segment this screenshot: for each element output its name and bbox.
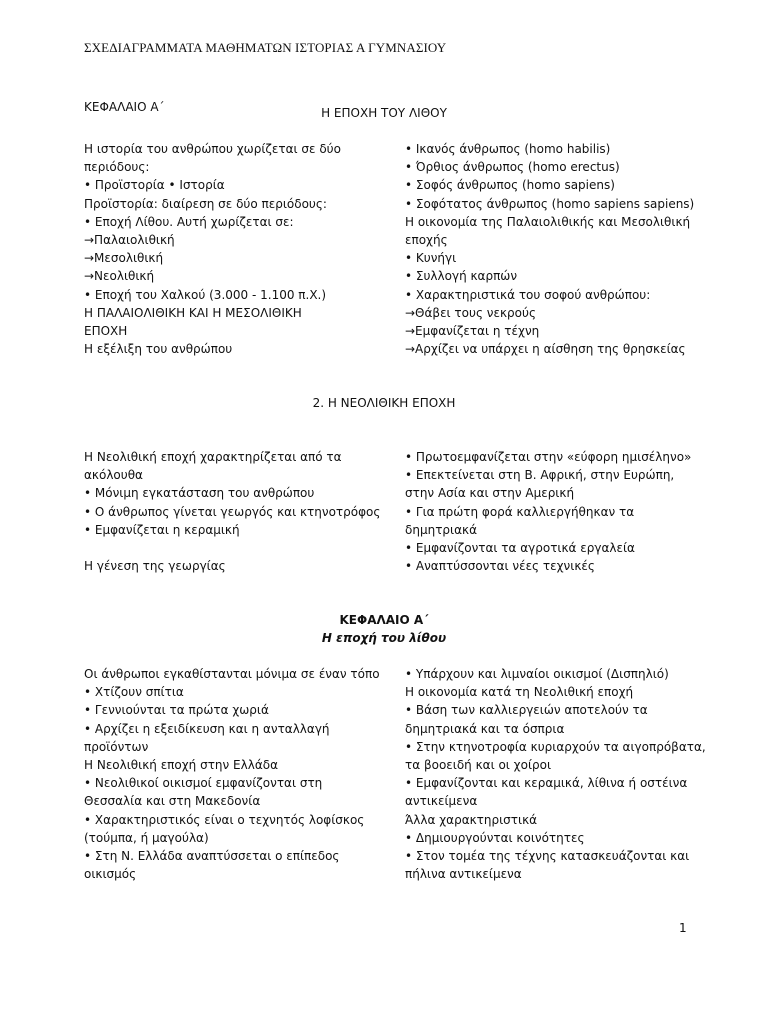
section-title-stone-age-italic: Η εποχή του λίθου bbox=[321, 631, 447, 645]
text-line: αντικείμενα bbox=[405, 794, 478, 809]
text-line: περιόδους: bbox=[84, 160, 150, 175]
text-line: • Σοφός άνθρωπος (homo sapiens) bbox=[405, 178, 615, 193]
text-line: • Αρχίζει η εξειδίκευση και η ανταλλαγή bbox=[84, 721, 330, 736]
text-line: (τούμπα, ή μαγούλα) bbox=[84, 830, 209, 845]
text-line: • Για πρώτη φορά καλλιεργήθηκαν τα bbox=[405, 504, 635, 519]
text-line: • Συλλογή καρπών bbox=[405, 269, 518, 284]
text-line: στην Ασία και στην Αμερική bbox=[405, 486, 575, 501]
text-line: ακόλουθα bbox=[84, 468, 143, 483]
text-line: →Θάβει τους νεκρούς bbox=[405, 305, 537, 320]
text-line: Η Νεολιθική εποχή χαρακτηρίζεται από τα bbox=[84, 450, 342, 464]
text-line: • Σοφότατος άνθρωπος (homo sapiens sapiens) bbox=[405, 196, 695, 211]
text-line: • Βάση των καλλιεργειών αποτελούν τα bbox=[405, 703, 648, 718]
text-line: • Στη Ν. Ελλάδα αναπτύσσεται ο επίπεδος bbox=[84, 849, 340, 864]
text-line: τα βοοειδή και οι χοίροι bbox=[405, 758, 552, 773]
text-line: • Χαρακτηριστικός είναι ο τεχνητός λοφίσκος bbox=[84, 812, 365, 827]
text-line: →Μεσολιθική bbox=[84, 251, 164, 266]
text-line: Η Νεολιθική εποχή στην Ελλάδα bbox=[84, 758, 279, 773]
chapter-label: ΚΕΦΑΛΑΙΟ Α΄ bbox=[84, 100, 165, 114]
text-line: • Εμφανίζονται τα αγροτικά εργαλεία bbox=[405, 541, 635, 556]
text-line: • Υπάρχουν και λιμναίοι οικισμοί (Δισπηλιό) bbox=[405, 667, 669, 681]
page-number: 1 bbox=[679, 921, 687, 935]
text-line: →Νεολιθική bbox=[84, 269, 155, 284]
section3-left-column bbox=[84, 665, 384, 883]
section1-right-column bbox=[405, 140, 705, 358]
text-line: • Χτίζουν σπίτια bbox=[84, 685, 184, 700]
section-title-neolithic: 2. Η ΝΕΟΛΙΘΙΚΗ ΕΠΟΧΗ bbox=[312, 396, 456, 410]
section1-left-column bbox=[84, 140, 384, 358]
section3-right-column bbox=[405, 665, 705, 883]
text-line: δημητριακά bbox=[405, 522, 477, 537]
text-line: • Επεκτείνεται στη Β. Αφρική, στην Ευρώπη, bbox=[405, 468, 675, 483]
text-line: • Νεολιθικοί οικισμοί εμφανίζονται στη bbox=[84, 776, 323, 791]
text-line: • Γεννιούνται τα πρώτα χωριά bbox=[84, 703, 269, 718]
text-line: Η εξέλιξη του ανθρώπου bbox=[84, 342, 233, 357]
text-line: • Στην κτηνοτροφία κυριαρχούν τα αιγοπρόβατα, bbox=[405, 739, 706, 754]
text-line: →Παλαιολιθική bbox=[84, 233, 175, 248]
text-line: Η ιστορία του ανθρώπου χωρίζεται σε δύο bbox=[84, 142, 341, 156]
text-line: Προϊστορία: διαίρεση σε δύο περιόδους: bbox=[84, 196, 327, 211]
text-line: Η γένεση της γεωργίας bbox=[84, 559, 226, 574]
text-line: • Εποχή Λίθου. Αυτή χωρίζεται σε: bbox=[84, 214, 294, 229]
text-line: • Στον τομέα της τέχνης κατασκευάζονται και bbox=[405, 849, 690, 864]
text-line: • Κυνήγι bbox=[405, 251, 457, 266]
text-line: Οι άνθρωποι εγκαθίστανται μόνιμα σε έναν τόπο bbox=[84, 667, 380, 681]
text-line: ΕΠΟΧΗ bbox=[84, 324, 128, 339]
text-line: • Ο άνθρωπος γίνεται γεωργός και κτηνοτρόφος bbox=[84, 504, 381, 519]
section2-left-column bbox=[84, 448, 384, 575]
text-line: • Μόνιμη εγκατάσταση του ανθρώπου bbox=[84, 486, 315, 501]
text-line: δημητριακά και τα όσπρια bbox=[405, 721, 565, 736]
text-line: • Εμφανίζεται η κεραμική bbox=[84, 522, 240, 537]
text-line: • Δημιουργούνται κοινότητες bbox=[405, 830, 585, 845]
text-line: Η οικονομία κατά τη Νεολιθική εποχή bbox=[405, 685, 634, 700]
section2-right-column bbox=[405, 448, 705, 575]
text-line: →Εμφανίζεται η τέχνη bbox=[405, 324, 540, 339]
blank-line bbox=[84, 539, 384, 557]
section-title-stone-age: Η ΕΠΟΧΗ ΤΟΥ ΛΙΘΟΥ bbox=[321, 106, 447, 120]
text-line: Η οικονομία της Παλαιολιθικής και Μεσολιθική bbox=[405, 214, 691, 229]
text-line: • Ικανός άνθρωπος (homo habilis) bbox=[405, 142, 611, 156]
text-line: • Προϊστορία • Ιστορία bbox=[84, 178, 225, 193]
text-line: Η ΠΑΛΑΙΟΛΙΘΙΚΗ ΚΑΙ Η ΜΕΣΟΛΙΘΙΚΗ bbox=[84, 305, 302, 320]
document-header: ΣΧΕΔΙΑΓΡΑΜΜΑΤΑ ΜΑΘΗΜΑΤΩΝ ΙΣΤΟΡΙΑΣ Α ΓΥΜΝΑΣΙΟΥ bbox=[84, 40, 447, 55]
text-line: • Εποχή του Χαλκού (3.000 - 1.100 π.Χ.) bbox=[84, 287, 327, 302]
chapter-heading-bold: ΚΕΦΑΛΑΙΟ Α΄ bbox=[339, 613, 429, 627]
text-line: Θεσσαλία και στη Μακεδονία bbox=[84, 794, 261, 809]
text-line: • Όρθιος άνθρωπος (homo erectus) bbox=[405, 160, 620, 175]
text-line: →Αρχίζει να υπάρχει η αίσθηση της θρησκείας bbox=[405, 342, 686, 357]
text-line: • Αναπτύσσονται νέες τεχνικές bbox=[405, 559, 595, 574]
text-line: • Εμφανίζονται και κεραμικά, λίθινα ή οστέινα bbox=[405, 776, 688, 791]
text-line: • Πρωτοεμφανίζεται στην «εύφορη ημισέληνο» bbox=[405, 450, 692, 464]
text-line: εποχής bbox=[405, 233, 448, 248]
text-line: Άλλα χαρακτηριστικά bbox=[405, 812, 538, 827]
text-line: πήλινα αντικείμενα bbox=[405, 867, 522, 882]
text-line: προϊόντων bbox=[84, 739, 149, 754]
text-line: οικισμός bbox=[84, 867, 137, 882]
text-line: • Χαρακτηριστικά του σοφού ανθρώπου: bbox=[405, 287, 651, 302]
